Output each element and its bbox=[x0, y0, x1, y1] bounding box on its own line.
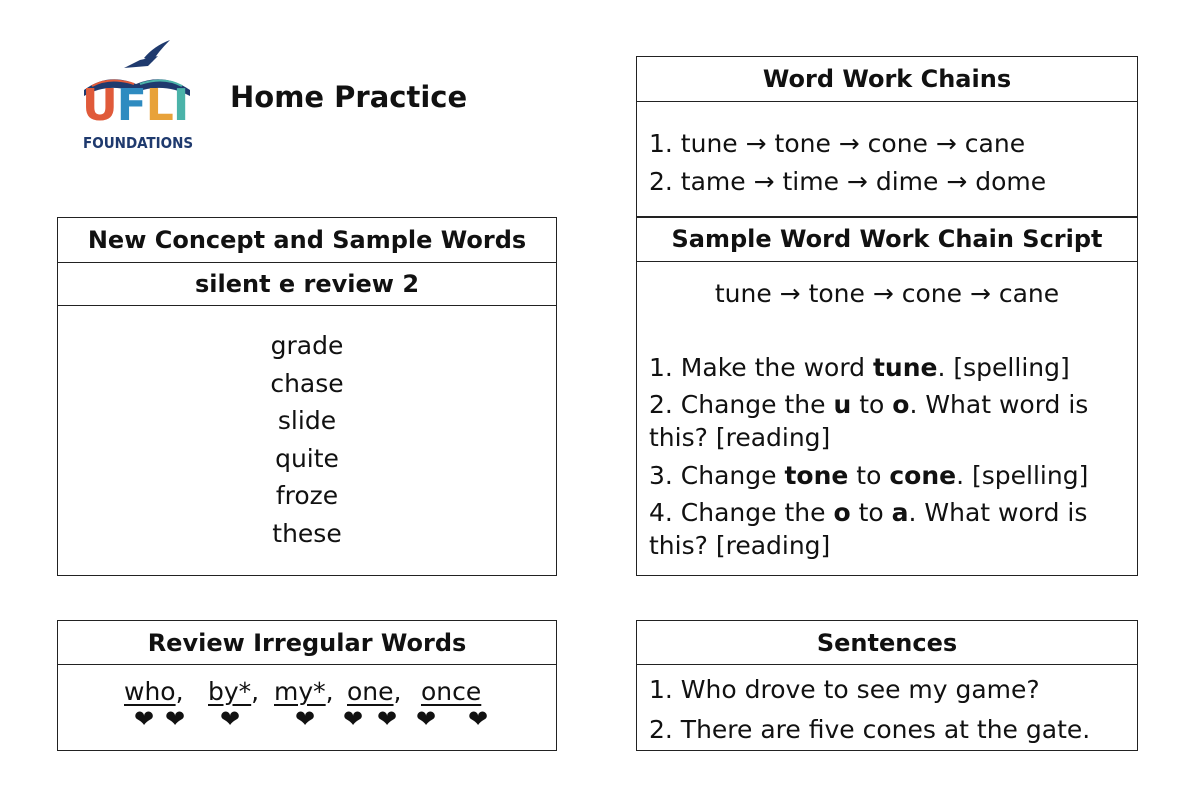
heart-icon: ❤ bbox=[220, 705, 241, 733]
irregular-word-who: who, bbox=[124, 677, 184, 706]
logo-letter-f: F bbox=[116, 80, 146, 131]
sample-word: quite bbox=[275, 444, 339, 473]
sample-word: grade bbox=[270, 331, 344, 360]
sample-word: chase bbox=[270, 369, 344, 398]
chains-box bbox=[636, 56, 1138, 218]
concept-subheading: silent e review 2 bbox=[58, 263, 556, 306]
sample-word: froze bbox=[275, 481, 339, 510]
script-heading: Sample Word Work Chain Script bbox=[637, 217, 1137, 262]
logo-letters bbox=[82, 80, 189, 131]
script-step-cont: this? [reading] bbox=[649, 531, 831, 560]
heart-icon: ❤ bbox=[295, 705, 316, 733]
sentence-line: 2. There are five cones at the gate. bbox=[649, 715, 1091, 744]
script-step: 2. Change the u to o. What word is bbox=[649, 390, 1089, 419]
heart-icon: ❤ bbox=[343, 705, 364, 733]
sentences-heading: Sentences bbox=[637, 621, 1137, 665]
heart-icon: ❤ bbox=[377, 705, 398, 733]
logo-letter-i: I bbox=[172, 80, 189, 131]
irregular-heading: Review Irregular Words bbox=[58, 621, 556, 665]
concept-box bbox=[57, 217, 557, 576]
sentences-box bbox=[636, 620, 1138, 751]
irregular-word-by: by*, bbox=[208, 677, 260, 706]
chain-line: 2. tame → time → dime → dome bbox=[649, 167, 1047, 196]
concept-heading: New Concept and Sample Words bbox=[58, 218, 556, 263]
irregular-word-my: my*, bbox=[274, 677, 334, 706]
heart-icon: ❤ bbox=[134, 705, 155, 733]
sample-word: these bbox=[272, 519, 342, 548]
script-step: 1. Make the word tune. [spelling] bbox=[649, 353, 1070, 382]
chains-heading: Word Work Chains bbox=[637, 57, 1137, 102]
script-step-cont: this? [reading] bbox=[649, 423, 831, 452]
irregular-box bbox=[57, 620, 557, 751]
logo-subtitle: FOUNDATIONS bbox=[83, 134, 194, 152]
page-title: Home Practice bbox=[230, 80, 468, 114]
sentence-line: 1. Who drove to see my game? bbox=[649, 675, 1040, 704]
chain-line: 1. tune → tone → cone → cane bbox=[649, 129, 1026, 158]
logo-letter-l: L bbox=[145, 80, 173, 131]
ufli-logo bbox=[78, 38, 198, 158]
heart-icon: ❤ bbox=[165, 705, 186, 733]
logo-letter-u: U bbox=[82, 80, 117, 131]
script-chain: tune → tone → cone → cane bbox=[714, 279, 1060, 308]
heart-icon: ❤ bbox=[416, 705, 437, 733]
heart-icon: ❤ bbox=[468, 705, 489, 733]
script-step: 4. Change the o to a. What word is bbox=[649, 498, 1088, 527]
script-box bbox=[636, 216, 1138, 576]
sample-word: slide bbox=[277, 406, 337, 435]
irregular-word-one: one, bbox=[347, 677, 402, 706]
irregular-word-once: once bbox=[421, 677, 482, 706]
script-step: 3. Change tone to cone. [spelling] bbox=[649, 461, 1089, 490]
